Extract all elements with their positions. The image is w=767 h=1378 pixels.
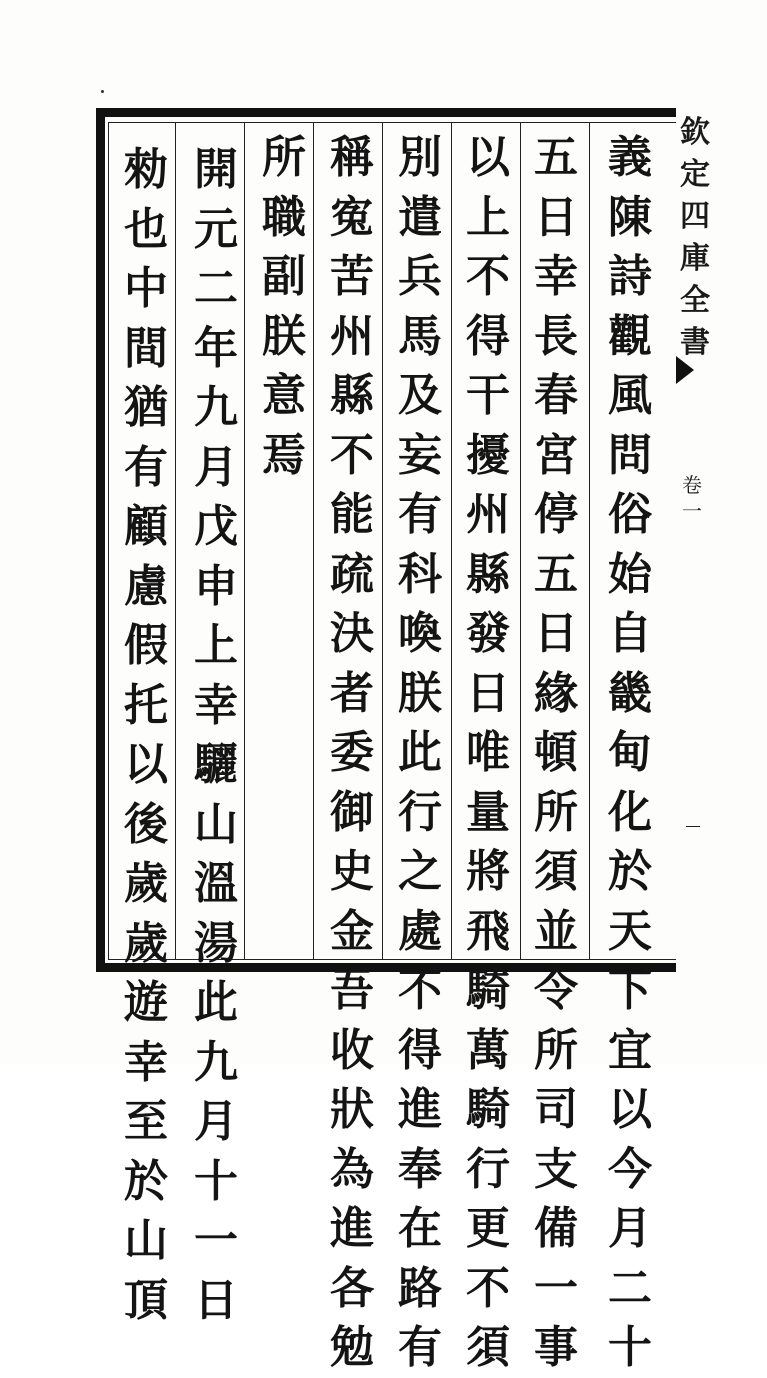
text-char: 須 <box>466 1322 510 1373</box>
text-char: 各 <box>330 1262 374 1314</box>
text-char: 量 <box>466 786 510 838</box>
text-char: 路 <box>398 1262 442 1314</box>
text-char: 也 <box>124 203 168 255</box>
text-char: 疏 <box>330 548 374 600</box>
text-char: 金 <box>330 905 374 957</box>
text-char: 至 <box>124 1096 168 1147</box>
text-char: 勑 <box>124 144 168 195</box>
text-char: 頂 <box>124 1274 168 1326</box>
text-char: 史 <box>330 846 374 897</box>
text-char: 有 <box>398 489 442 540</box>
text-char: 意 <box>262 370 306 421</box>
text-char: 後 <box>124 798 168 850</box>
text-char: 發 <box>466 608 510 659</box>
text-char: 觀 <box>608 310 652 362</box>
text-char: 下 <box>608 965 652 1016</box>
text-char: 不 <box>398 965 442 1016</box>
text-char: 令 <box>534 965 578 1016</box>
text-char: 於 <box>608 846 652 897</box>
text-char: 慮 <box>124 560 168 612</box>
text-char: 寃 <box>330 191 374 243</box>
text-char: 為 <box>330 1143 374 1195</box>
text-char: 司 <box>534 1084 578 1135</box>
text-char: 月 <box>194 441 238 493</box>
text-char: 在 <box>398 1203 442 1254</box>
margin-char: 全 <box>680 283 710 318</box>
text-char: 騎 <box>466 1084 510 1135</box>
text-char: 五 <box>534 132 578 183</box>
text-char: 科 <box>398 548 442 600</box>
column-rule <box>451 123 452 959</box>
text-char: 並 <box>534 905 578 957</box>
text-char: 開 <box>194 144 238 195</box>
text-char: 驪 <box>194 739 238 790</box>
text-char: 萬 <box>466 1024 510 1076</box>
text-char: 不 <box>466 251 510 302</box>
text-char: 所 <box>534 1024 578 1076</box>
text-char: 一 <box>194 1215 238 1266</box>
text-char: 九 <box>194 382 238 433</box>
text-char: 日 <box>466 667 510 719</box>
text-char: 支 <box>534 1143 578 1195</box>
text-char: 之 <box>398 846 442 897</box>
text-char: 職 <box>262 191 306 243</box>
text-char: 苦 <box>330 251 374 302</box>
text-char: 得 <box>466 310 510 362</box>
text-char: 二 <box>608 1262 652 1314</box>
text-char: 縣 <box>330 370 374 421</box>
text-char: 副 <box>262 251 306 302</box>
text-char: 假 <box>124 620 168 671</box>
text-char: 猶 <box>124 382 168 433</box>
text-char: 戊 <box>194 501 238 552</box>
text-char: 者 <box>330 667 374 719</box>
text-column-5 <box>322 128 382 1378</box>
text-char: 勉 <box>330 1322 374 1373</box>
text-char: 須 <box>534 846 578 897</box>
text-char: 遣 <box>398 191 442 243</box>
text-char: 歲 <box>124 917 168 969</box>
text-char: 於 <box>124 1155 168 1207</box>
text-column-1 <box>600 128 660 1378</box>
text-char: 春 <box>534 370 578 421</box>
text-char: 溫 <box>194 858 238 909</box>
text-char: 風 <box>608 370 652 421</box>
text-char: 畿 <box>608 667 652 719</box>
text-char: 以 <box>466 132 510 183</box>
text-char: 始 <box>608 548 652 600</box>
text-char: 十 <box>194 1155 238 1207</box>
margin-char: 卷 <box>682 473 702 497</box>
text-char: 狀 <box>330 1084 374 1135</box>
text-column-2 <box>526 128 586 1378</box>
text-char: 二 <box>194 263 238 314</box>
text-char: 能 <box>330 489 374 540</box>
text-char: 進 <box>330 1203 374 1254</box>
text-char: 奉 <box>398 1143 442 1195</box>
text-char: 得 <box>398 1024 442 1076</box>
margin-char: 書 <box>680 325 710 360</box>
text-char: 日 <box>534 608 578 659</box>
margin-tick-mark <box>686 826 700 827</box>
text-char: 俗 <box>608 489 652 540</box>
text-char: 決 <box>330 608 374 659</box>
text-char: 委 <box>330 727 374 778</box>
text-char: 天 <box>608 905 652 957</box>
text-char: 處 <box>398 905 442 957</box>
text-char: 宮 <box>534 429 578 481</box>
text-char: 行 <box>466 1143 510 1195</box>
text-char: 縣 <box>466 548 510 600</box>
text-char: 幸 <box>194 679 238 731</box>
text-column-9 <box>116 140 176 1330</box>
text-char: 日 <box>534 191 578 243</box>
text-char: 有 <box>124 441 168 493</box>
text-char: 一 <box>534 1262 578 1314</box>
text-char: 朕 <box>398 667 442 719</box>
text-char: 自 <box>608 608 652 659</box>
text-char: 行 <box>398 786 442 838</box>
text-char: 月 <box>194 1096 238 1147</box>
text-char: 擾 <box>466 429 510 481</box>
text-char: 月 <box>608 1203 652 1254</box>
text-char: 申 <box>194 560 238 612</box>
text-char: 義 <box>608 132 652 183</box>
text-char: 停 <box>534 489 578 540</box>
text-char: 所 <box>262 132 306 183</box>
text-char: 馬 <box>398 310 442 362</box>
text-char: 歲 <box>124 858 168 909</box>
text-char: 此 <box>398 727 442 778</box>
text-char: 進 <box>398 1084 442 1135</box>
text-char: 甸 <box>608 727 652 778</box>
text-char: 此 <box>194 977 238 1028</box>
text-char: 湯 <box>194 917 238 969</box>
text-char: 妄 <box>398 429 442 481</box>
text-char: 飛 <box>466 905 510 957</box>
text-char: 頓 <box>534 727 578 778</box>
text-char: 州 <box>330 310 374 362</box>
text-char: 上 <box>466 191 510 243</box>
text-char: 中 <box>124 263 168 314</box>
text-char: 十 <box>608 1322 652 1373</box>
text-char: 州 <box>466 489 510 540</box>
text-char: 陳 <box>608 191 652 243</box>
text-char: 喚 <box>398 608 442 659</box>
text-char: 所 <box>534 786 578 838</box>
text-char: 備 <box>534 1203 578 1254</box>
text-char: 唯 <box>466 727 510 778</box>
text-char: 長 <box>534 310 578 362</box>
column-rule <box>520 123 521 959</box>
text-char: 以 <box>608 1084 652 1135</box>
text-char: 有 <box>398 1322 442 1373</box>
text-column-3 <box>458 128 518 1378</box>
text-char: 騎 <box>466 965 510 1016</box>
text-char: 幸 <box>534 251 578 302</box>
margin-char: 一 <box>682 499 702 523</box>
text-char: 托 <box>124 679 168 731</box>
text-char: 稱 <box>330 132 374 183</box>
text-column-4 <box>390 128 450 1378</box>
text-char: 以 <box>124 739 168 790</box>
text-char: 問 <box>608 429 652 481</box>
text-char: 不 <box>330 429 374 481</box>
text-char: 顧 <box>124 501 168 552</box>
text-char: 日 <box>194 1274 238 1326</box>
text-char: 山 <box>194 798 238 850</box>
text-char: 干 <box>466 370 510 421</box>
text-char: 山 <box>124 1215 168 1266</box>
column-rule <box>382 123 383 959</box>
text-char: 年 <box>194 322 238 374</box>
text-char: 今 <box>608 1143 652 1195</box>
text-char: 吾 <box>330 965 374 1016</box>
text-char: 元 <box>194 203 238 255</box>
text-char: 及 <box>398 370 442 421</box>
text-char: 九 <box>194 1036 238 1088</box>
text-char: 五 <box>534 548 578 600</box>
ink-speck <box>101 90 104 93</box>
text-column-8 <box>186 140 246 1330</box>
text-char: 兵 <box>398 251 442 302</box>
text-char: 事 <box>534 1322 578 1373</box>
text-char: 幸 <box>124 1036 168 1088</box>
volume-number-margin <box>680 472 704 524</box>
fish-tail-mark <box>676 356 694 384</box>
text-char: 收 <box>330 1024 374 1076</box>
text-char: 別 <box>398 132 442 183</box>
text-char: 化 <box>608 786 652 838</box>
column-rule <box>589 123 590 959</box>
text-char: 不 <box>466 1262 510 1314</box>
margin-char: 欽 <box>680 115 710 150</box>
text-char: 詩 <box>608 251 652 302</box>
text-char: 緣 <box>534 667 578 719</box>
margin-char: 庫 <box>680 241 710 276</box>
text-char: 更 <box>466 1203 510 1254</box>
text-char: 焉 <box>262 429 306 481</box>
text-char: 御 <box>330 786 374 838</box>
margin-char: 定 <box>680 157 710 192</box>
text-char: 遊 <box>124 977 168 1028</box>
text-column-6 <box>254 128 314 485</box>
text-char: 朕 <box>262 310 306 362</box>
text-char: 將 <box>466 846 510 897</box>
book-title-margin <box>680 112 710 364</box>
text-char: 上 <box>194 620 238 671</box>
margin-char: 四 <box>680 199 710 234</box>
text-char: 宜 <box>608 1024 652 1076</box>
text-char: 間 <box>124 322 168 374</box>
